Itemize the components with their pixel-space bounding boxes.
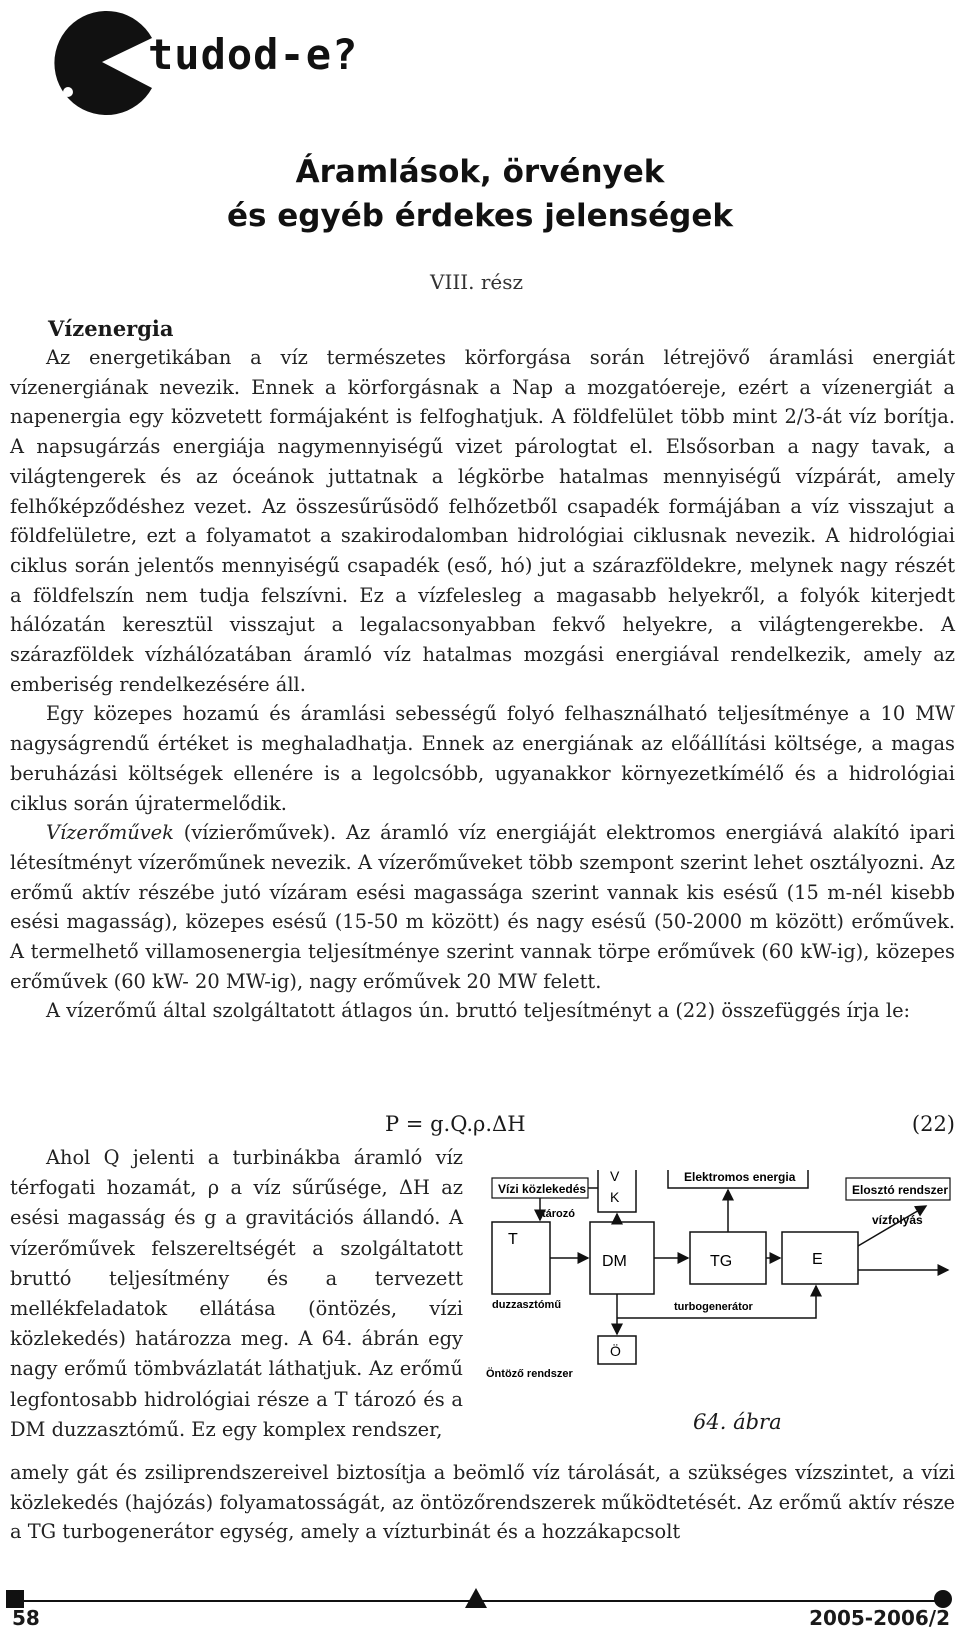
title-line-1: Áramlások, örvények xyxy=(295,154,665,190)
pacman-logo-icon xyxy=(48,8,156,116)
box-v-label: V xyxy=(610,1170,620,1184)
figure-caption: 64. ábra xyxy=(693,1410,782,1434)
equation-number: (22) xyxy=(911,1112,955,1136)
box-t xyxy=(492,1222,550,1294)
paragraph-3 xyxy=(10,818,955,996)
term-vizeromuvek: Vízerőművek xyxy=(46,821,174,845)
label-eloszto: Elosztó rendszer xyxy=(852,1183,949,1197)
magazine-logo xyxy=(48,8,468,118)
box-dm-label: DM xyxy=(602,1253,627,1270)
power-plant-diagram xyxy=(486,1170,956,1420)
title-line-2: és egyéb érdekes jelenségek xyxy=(227,198,733,234)
box-k-label: K xyxy=(610,1189,620,1205)
diagram-svg xyxy=(486,1170,956,1420)
box-o-label: Ö xyxy=(610,1343,621,1359)
label-duzzaszto: duzzasztómű xyxy=(492,1299,562,1311)
paragraph-5: Ahol Q jelenti a turbinákba áramló víz térfogati hozamát, ρ a víz sűrűsége, ΔH az esési magasság és g a gravitációs állandó. A vízerőművek felszereltségét a szolgáltatott bruttó teljesítmény és a tervezett mellékfeladatok ellátása (öntözés, vízi közlekedés) határozza meg. A 64. ábrán egy nagy erőmű tömbvázlatát láthatjuk. Az erőmű legfontosabb hidrológiai része a T tározó és a DM duzzasztómű. Ez egy komplex rendszer, xyxy=(10,1146,463,1441)
box-t-label: T xyxy=(508,1231,518,1248)
tail-text xyxy=(10,1458,955,1547)
label-turbo: turbogenerátor xyxy=(674,1301,753,1313)
box-e-label: E xyxy=(812,1251,823,1268)
article-body xyxy=(10,343,955,1026)
label-elektromos: Elektromos energia xyxy=(684,1170,796,1184)
issue-number: 2005-2006/2 xyxy=(809,1606,950,1630)
section-heading: Vízenergia xyxy=(48,316,174,341)
brand-name: tudod-e? xyxy=(148,30,359,79)
paragraph-3-text: (vízierőművek). Az áramló víz energiáját elektromos energiává alakító ipari létesítményt vízerőműnek nevezik. A vízerőműveket több szempont szerint lehet osztályozni. Az erőmű aktív részébe jutó vízáram esési magassága szerint vannak kis esésű (15 m-nél kisebb esési magasság), közepes esésű (15-50 m között) és nagy esésű (50-2000 m között) erőművek. A termelhető villamosenergia teljesítménye szerint vannak törpe erőművek (60 kW-ig), közepes erőművek (60 kW- 20 MW-ig), nagy erőművek 20 MW felett. xyxy=(10,821,955,993)
label-tarozo: tározó xyxy=(542,1208,575,1220)
formula-row xyxy=(10,1112,955,1144)
wrapped-text xyxy=(10,1143,463,1445)
paragraph-1: Az energetikában a víz természetes körforgása során létrejövő áramlási energiát vízenergiának nevezik. Ennek a körforgásnak a Nap a mozgatóereje, ezért a vízenergiát a napenergia egy közvetett formájaként is felfoghatjuk. A földfelület több mint 2/3-át víz borítja. A napsugárzás energiája nagymennyiségű vizet párologtat el. Elsősorban a nagy tavak, a világtengerek és az óceánok juttatnak a légkörbe hatalmas mennyiségű vízpárát, amely felhőképződéshez vezet. Az összesűrűsödő felhőzetből csapadék formájában a víz visszajut a földfelületre, ezt a folyamatot a szakirodalomban hidrológiai ciklusnak nevezik. A hidrológiai ciklus során jelentős mennyiségű csapadék (eső, hó) jut a szárazföldekre, melynek nagy részét a földfelszín nem tudja felszívni. Ez a vízfelesleg a magasabb helyekről, a folyók kiterjedt hálózatán keresztül visszajut a legalacsonyabban fekvő helyekre, a világtengerekbe. A szárazföldek vízhálózatában áramló víz hatalmas mozgási energiával rendelkezik, amely az emberiség rendelkezésére áll. xyxy=(10,346,955,696)
label-vizi: Vízi közlekedés xyxy=(498,1182,587,1196)
formula: P = g.Q.ρ.ΔH xyxy=(385,1112,526,1136)
page-number: 58 xyxy=(12,1606,40,1630)
article-part: VIII. rész xyxy=(430,270,524,294)
box-tg-label: TG xyxy=(710,1253,733,1270)
paragraph-6: amely gát és zsiliprendszereivel biztosítja a beömlő víz tárolását, a szükséges vízszintet, a vízi közlekedés (hajózás) folyamatosságát, az öntözőrendszerek működtetését. Az erőmű aktív része a TG turbogenerátor egység, amely a vízturbinát és a hozzákapcsolt xyxy=(10,1461,955,1544)
footer-triangle-icon xyxy=(465,1588,487,1608)
paragraph-4: A vízerőmű által szolgáltatott átlagos ún. bruttó teljesítményt a (22) összefüggés írja le: xyxy=(46,999,911,1023)
article-title xyxy=(140,150,820,238)
paragraph-2: Egy közepes hozamú és áramlási sebességű folyó felhasználható teljesítménye a 10 MW nagyságrendű értéket is meghaladhatja. Ennek az energiának az előállítási költsége, a magas beruházási költségek ellenére is a legolcsóbb, ugyanakkor környezetkímélő és a hidrológiai ciklus során újratermelődik. xyxy=(10,702,955,815)
label-ontozo: Öntöző rendszer xyxy=(486,1368,573,1380)
label-vizfolyas: vízfolyás xyxy=(872,1213,923,1227)
